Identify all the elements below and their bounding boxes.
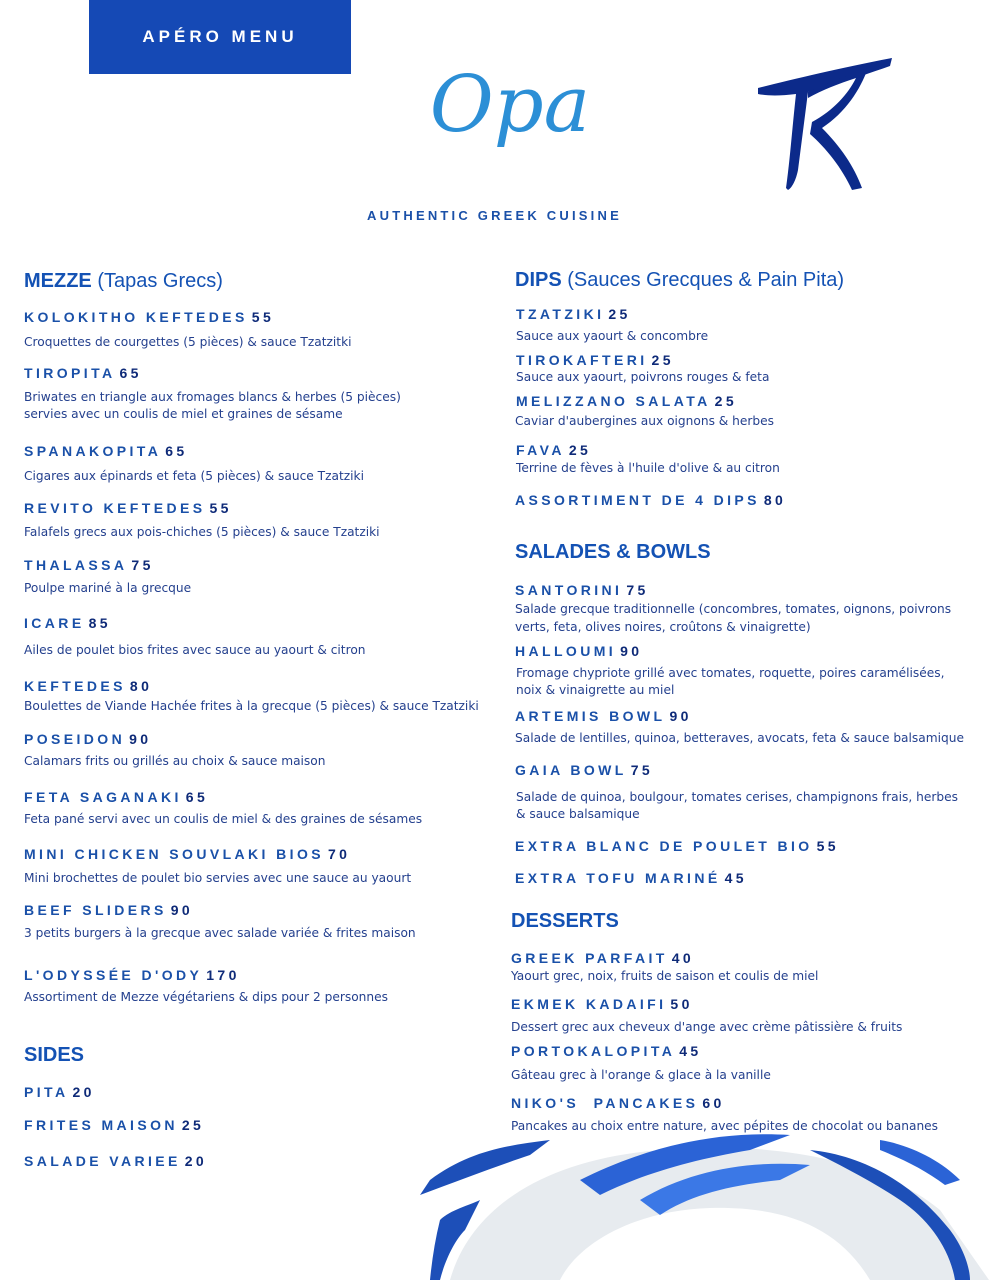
menu-item-name: FRITES MAISON 25 [24,1117,205,1133]
menu-item-name: REVITO KEFTEDES 55 [24,500,232,516]
menu-item-desc: Poulpe mariné à la grecque [24,581,192,595]
menu-item-name: POSEIDON 90 [24,731,152,747]
menu-item-name: THALASSA 75 [24,557,154,573]
menu-item-name: KEFTEDES 80 [24,678,153,694]
menu-item-desc: Gâteau grec à l'orange & glace à la vanille [511,1068,771,1082]
menu-item-desc: Falafels grecs aux pois-chiches (5 pièces) & sauce Tzatziki [24,525,380,539]
menu-item-desc: Sauce aux yaourt, poivrons rouges & feta [516,370,770,384]
menu-item-price: 55 [209,500,232,516]
menu-item-price: 90 [170,902,194,918]
section-title-sides: SIDES [24,1044,85,1066]
menu-item-desc: noix & vinaigrette au miel [516,683,675,697]
menu-badge: APÉRO MENU [89,0,351,74]
menu-item-price: 70 [327,846,351,862]
menu-item-price: 65 [185,789,209,805]
menu-item-desc: Briwates en triangle aux fromages blancs & herbes (5 pièces) [24,390,401,404]
menu-item-price: 55 [251,309,275,325]
menu-item-name: EXTRA BLANC DE POULET BIO 55 [515,838,839,854]
menu-item-price: 55 [816,838,839,854]
menu-item-name: NIKO'S PANCAKES 60 [511,1095,725,1111]
section-title-dips [515,269,844,292]
menu-item-name: L'ODYSSÉE D'ODY 170 [24,967,240,983]
menu-item-desc: Caviar d'aubergines aux oignons & herbes [515,414,774,428]
menu-item-price: 80 [129,678,153,694]
menu-item-name: GREEK PARFAIT 40 [511,950,695,966]
menu-item-name: PORTOKALOPITA 45 [511,1043,702,1059]
menu-item-price: 25 [568,442,592,458]
section-subtitle: (Sauces Grecques & Pain Pita) [567,269,845,291]
menu-item-price: 65 [119,365,142,381]
menu-item-name: HALLOUMI 90 [515,643,643,659]
menu-item-price: 50 [670,996,693,1012]
menu-item-name: ASSORTIMENT DE 4 DIPS 80 [515,492,787,508]
menu-item-price: 20 [72,1084,95,1100]
menu-item-name: KOLOKITHO KEFTEDES 55 [24,309,275,325]
menu-item-name: BEEF SLIDERS 90 [24,902,194,918]
menu-item-price: 90 [620,643,643,659]
menu-item-name: TIROPITA 65 [24,365,142,381]
menu-item-name: ARTEMIS BOWL 90 [515,708,692,724]
menu-item-price: 25 [714,393,738,409]
menu-item-desc: Mini brochettes de poulet bio servies avec une sauce au yaourt [24,871,412,885]
section-title-text: MEZZE [24,270,92,292]
menu-item-desc: Assortiment de Mezze végétariens & dips pour 2 personnes [24,990,388,1004]
menu-item-price: 90 [129,731,152,747]
menu-item-desc: Yaourt grec, noix, fruits de saison et coulis de miel [511,969,819,983]
menu-item-name: PITA 20 [24,1084,95,1100]
menu-item-name: MELIZZANO SALATA 25 [516,393,738,409]
brush-decoration [410,1120,989,1280]
menu-item-price: 65 [165,443,188,459]
menu-item-price: 80 [763,492,787,508]
menu-item-desc: Calamars frits ou grillés au choix & sauce maison [24,754,326,768]
menu-item-desc: Feta pané servi avec un coulis de miel & des graines de sésames [24,812,423,826]
menu-item-name: MINI CHICKEN SOUVLAKI BIOS 70 [24,846,351,862]
menu-item-desc: Terrine de fèves à l'huile d'olive & au citron [516,461,780,475]
section-subtitle: (Tapas Grecs) [97,270,223,292]
menu-item-price: 75 [630,762,654,778]
menu-item-name: FETA SAGANAKI 65 [24,789,209,805]
menu-item-name: EXTRA TOFU MARINÉ 45 [515,870,747,886]
menu-item-price: 20 [184,1153,208,1169]
menu-item-name: FAVA 25 [516,442,592,458]
menu-item-price: 90 [669,708,692,724]
r-logo-icon [750,50,900,195]
menu-item-price: 75 [626,582,649,598]
menu-item-price: 45 [724,870,747,886]
menu-item-price: 170 [206,967,240,983]
menu-item-name: EKMEK KADAIFI 50 [511,996,693,1012]
menu-item-price: 40 [671,950,695,966]
menu-item-desc: verts, feta, olives noires, croûtons & vinaigrette) [515,620,811,634]
menu-item-desc: servies avec un coulis de miel et graines de sésame [24,407,343,421]
menu-item-price: 45 [679,1043,702,1059]
section-title-desserts: DESSERTS [511,910,619,932]
menu-item-name: TZATZIKI 25 [516,306,631,322]
menu-item-desc: & sauce balsamique [516,807,640,821]
section-title-salades: SALADES & BOWLS [515,541,711,563]
menu-item-desc: Dessert grec aux cheveux d'ange avec crème pâtissière & fruits [511,1020,903,1034]
menu-item-desc: Sauce aux yaourt & concombre [516,329,709,343]
menu-item-name: SPANAKOPITA 65 [24,443,188,459]
menu-item-desc: Ailes de poulet bios frites avec sauce au yaourt & citron [24,643,366,657]
menu-item-desc: Cigares aux épinards et feta (5 pièces) & sauce Tzatziki [24,469,364,483]
menu-item-name: SANTORINI 75 [515,582,649,598]
menu-item-desc: 3 petits burgers à la grecque avec salade variée & frites maison [24,926,416,940]
menu-item-desc: Boulettes de Viande Hachée frites à la grecque (5 pièces) & sauce Tzatziki [24,699,479,713]
menu-item-price: 25 [651,352,674,368]
menu-item-name: GAIA BOWL 75 [515,762,654,778]
menu-item-name: SALADE VARIEE 20 [24,1153,208,1169]
menu-item-desc: Salade de quinoa, boulgour, tomates cerises, champignons frais, herbes [516,790,958,804]
menu-item-desc: Pancakes au choix entre nature, avec pépites de chocolat ou bananes [511,1119,939,1133]
tagline: AUTHENTIC GREEK CUISINE [367,208,622,223]
menu-item-price: 25 [608,306,631,322]
section-title-mezze [24,270,223,293]
menu-item-name: TIROKAFTERI 25 [516,352,674,368]
menu-item-desc: Salade de lentilles, quinoa, betteraves, avocats, feta & sauce balsamique [515,731,964,745]
menu-item-price: 85 [88,615,111,631]
menu-item-price: 75 [131,557,154,573]
menu-item-price: 25 [181,1117,205,1133]
menu-item-desc: Croquettes de courgettes (5 pièces) & sauce Tzatzitki [24,335,352,349]
menu-item-desc: Salade grecque traditionnelle (concombres, tomates, oignons, poivrons [515,602,952,616]
menu-item-price: 60 [702,1095,725,1111]
opa-logo: Opa [429,60,591,150]
section-title-text: DIPS [515,269,562,291]
menu-item-desc: Fromage chypriote grillé avec tomates, roquette, poires caramélisées, [516,666,945,680]
menu-item-name: ICARE 85 [24,615,111,631]
